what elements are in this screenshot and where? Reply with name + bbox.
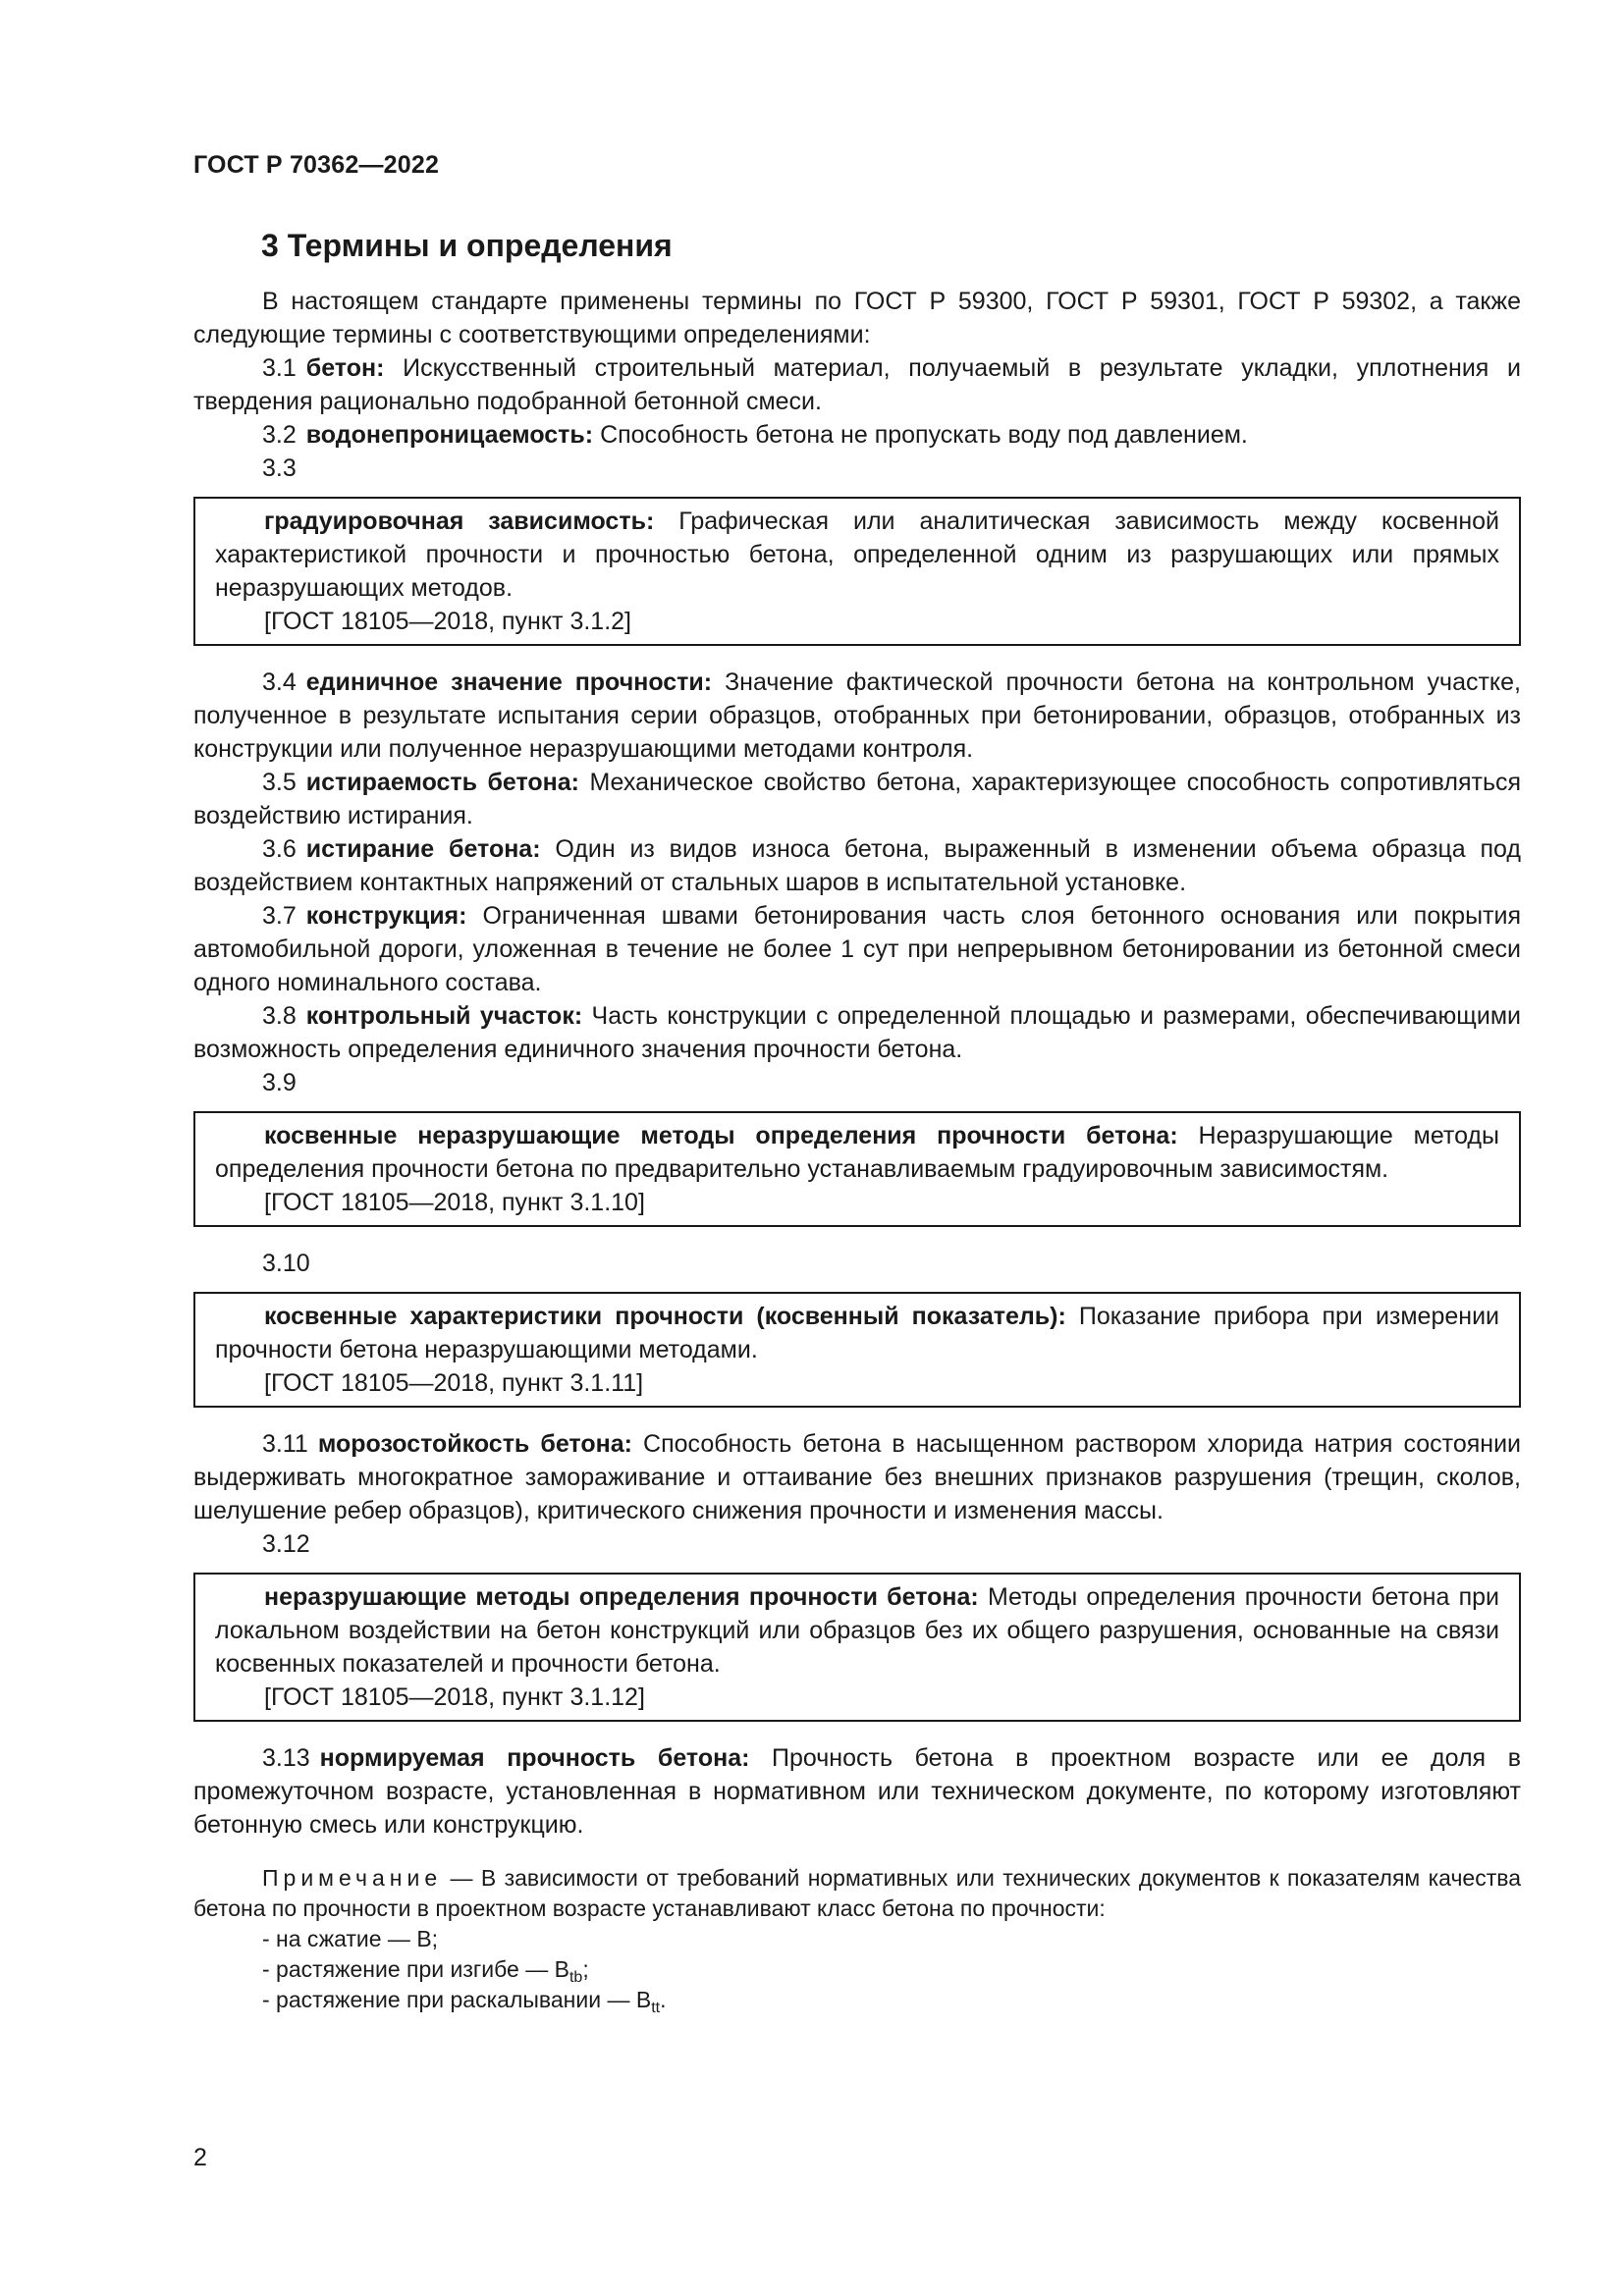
page-number: 2 (193, 2144, 207, 2171)
term-3-7: 3.7 конструкция: Ограниченная швами бетонирования часть слоя бетонного основания или покрытия автомобильной дороги, уложенная в течение не более 1 сут при непрерывном бетонировании из бетонной смеси одного номинального состава. (193, 902, 1521, 996)
note-item-bending: - растяжение при изгибе — $B_{tb}$; (262, 1956, 589, 1986)
term-3-9: косвенные неразрушающие методы определения прочности бетона: Неразрушающие методы определения прочности бетона по предварительно устанавливаемым градуировочным зависимостям. (215, 1122, 1499, 1183)
note-item-splitting: - растяжение при раскалывании — $B_{tt}$. (262, 1987, 667, 2016)
term-3-3-box (193, 497, 1521, 646)
term-3-3-number: 3.3 (262, 454, 297, 482)
term-3-1: 3.1 бетон: Искусственный строительный материал, получаемый в результате укладки, уплотнения и твердения рационально подобранной бетонной смеси. (193, 354, 1522, 415)
intro-paragraph: В настоящем стандарте применены термины по ГОСТ Р 59300, ГОСТ Р 59301, ГОСТ Р 59302, а также следующие термины с соответствующими определениями: (193, 288, 1521, 348)
term-3-10-number: 3.10 (262, 1250, 310, 1277)
term-3-4: 3.4 единичное значение прочности: Значение фактической прочности бетона на контрольном участке, полученное в результате испытания серии образцов, отобранных при бетонировании, образцов, отобранных из конструкции или полученное неразрушающими методами контроля. (193, 668, 1521, 763)
term-3-9-number: 3.9 (262, 1069, 297, 1096)
term-3-5: 3.5 истираемость бетона: Механическое свойство бетона, характеризующее способность сопротивляться воздействию истирания. (193, 769, 1522, 829)
section-title: 3 Термины и определения (261, 228, 673, 263)
note-text: Примечание — В зависимости от требований нормативных или технических документов к показателям качества бетона по прочности в проектном возрасте устанавливают класс бетона по прочности: (193, 1865, 1522, 1921)
term-3-12-box (193, 1573, 1521, 1722)
document-body (193, 285, 1521, 2015)
term-3-9-ref: [ГОСТ 18105—2018, пункт 3.1.10] (264, 1189, 645, 1216)
term-3-6: 3.6 истирание бетона: Один из видов износа бетона, выраженный в изменении объема образца под воздействием контактных напряжений от стальных шаров в испытательной установке. (193, 835, 1521, 896)
term-3-12: неразрушающие методы определения прочности бетона: Методы определения прочности бетона при локальном воздействии на бетон конструкций или образцов без их общего разрушения, основанные на связи косвенных показателей и прочности бетона. (215, 1583, 1499, 1678)
term-3-2: 3.2 водонепроницаемость: Способность бетона не пропускать воду под давлением. (262, 421, 1248, 449)
term-3-12-ref: [ГОСТ 18105—2018, пункт 3.1.12] (264, 1683, 645, 1711)
term-3-9-box (193, 1111, 1521, 1227)
note-item-compression: - на сжатие — B; (262, 1926, 439, 1951)
term-3-10-box (193, 1292, 1521, 1408)
term-3-11: 3.11 морозостойкость бетона: Способность бетона в насыщенном раствором хлорида натрия состоянии выдерживать многократное замораживание и оттаивание без внешних признаков разрушения (трещин, сколов, шелушение ребер образцов), критического снижения прочности и изменения массы. (193, 1430, 1521, 1524)
document-header: ГОСТ Р 70362—2022 (193, 151, 440, 179)
term-3-13: 3.13 нормируемая прочность бетона: Прочность бетона в проектном возрасте или ее доля в промежуточном возрасте, установленная в нормативном или техническом документе, по которому изготовляют бетонную смесь или конструкцию. (193, 1744, 1521, 1839)
term-3-3: градуировочная зависимость: Графическая или аналитическая зависимость между косвенной характеристикой прочности и прочностью бетона, определенной одним из разрушающих или прямых неразрушающих методов. (215, 507, 1500, 602)
term-3-10-ref: [ГОСТ 18105—2018, пункт 3.1.11] (264, 1369, 644, 1397)
term-3-10: косвенные характеристики прочности (косвенный показатель): Показание прибора при измерении прочности бетона неразрушающими методами. (215, 1303, 1500, 1363)
term-3-12-number: 3.12 (262, 1530, 310, 1558)
term-3-8: 3.8 контрольный участок: Часть конструкции с определенной площадью и размерами, обеспечивающими возможность определения единичного значения прочности бетона. (193, 1002, 1521, 1063)
note-block (193, 1863, 1521, 2015)
term-3-3-ref: [ГОСТ 18105—2018, пункт 3.1.2] (264, 608, 631, 635)
